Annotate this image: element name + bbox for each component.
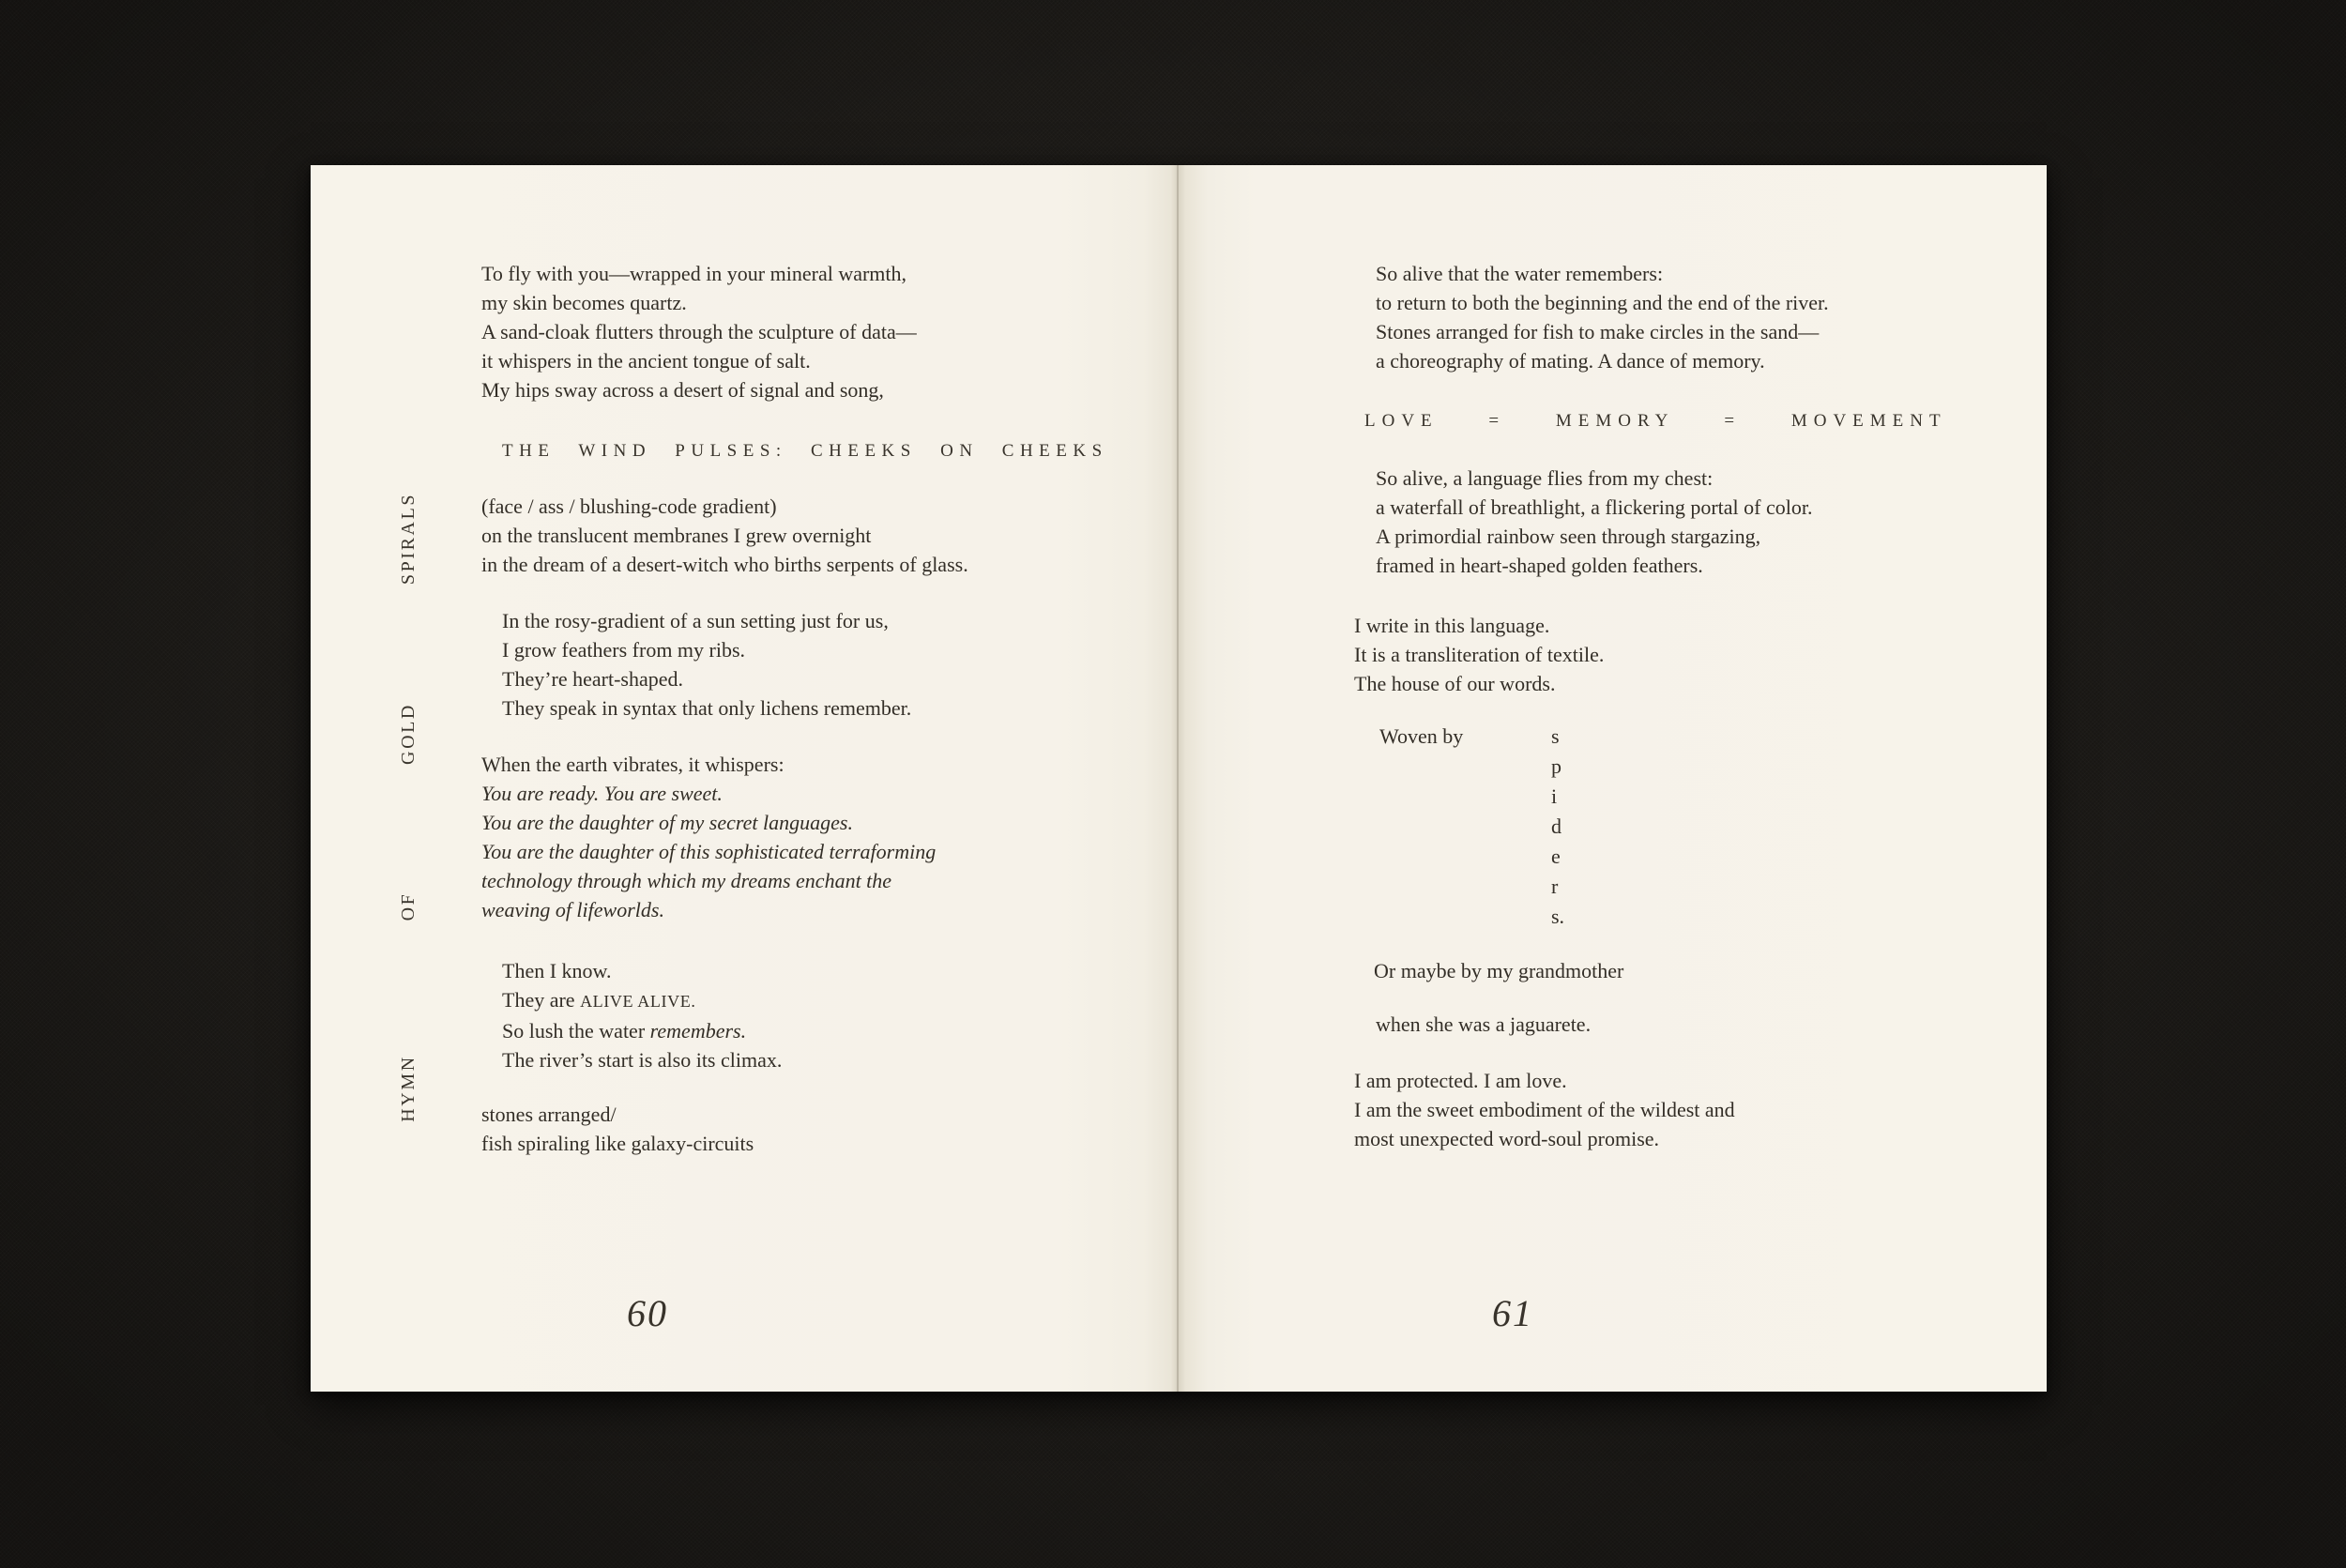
stanza-italic-lines [481,779,936,924]
poem-line: In the rosy-gradient of a sun setting just for us, [502,609,889,632]
poem-line [502,985,782,1016]
poem-heading: THE WIND PULSES: CHEEKS ON CHEEKS [502,441,1108,461]
poem-line: To fly with you—wrapped in your mineral warmth, [481,262,907,285]
line-text: So lush the water [502,1019,650,1043]
line-text: They are [502,988,581,1012]
poem-line: i [1551,784,1558,808]
poem-line: A sand-cloak flutters through the sculpture of data— [481,320,917,343]
poem-line: You are the daughter of this sophisticated terraforming [481,840,937,863]
poem-line: The river’s start is also its climax. [502,1048,783,1072]
stanza [481,750,936,924]
poem-line: when she was a jaguarete. [1376,1012,1592,1036]
poem-line: s [1551,724,1560,748]
poem-line: You are ready. You are sweet. [481,782,723,805]
poem-line: in the dream of a desert-witch who births serpents of glass. [481,553,968,576]
poem-line: technology through which my dreams enchant the [481,869,892,892]
poem-line: s. [1551,905,1565,928]
poem-line: to return to both the beginning and the end of the river. [1376,291,1829,314]
small-caps-text: ALIVE ALIVE. [580,992,696,1011]
poem-line: a waterfall of breathlight, a flickering portal of color. [1376,495,1813,519]
italic-text: remembers. [649,1019,747,1043]
poem-line: framed in heart-shaped golden feathers. [1376,554,1703,577]
poem-line: e [1551,845,1561,868]
poem-line: Then I know. [502,959,612,982]
stanza [481,1100,754,1158]
page-left [311,165,1178,1392]
page-right [1178,165,2047,1392]
poem-line: I grow feathers from my ribs. [502,638,746,662]
poem-line: They speak in syntax that only lichens remember. [502,696,912,720]
margin-title-word: HYMN [398,1055,419,1122]
poem-line: (face / ass / blushing-code gradient) [481,495,777,518]
poem-line: When the earth vibrates, it whispers: [481,753,785,776]
vertical-word-spiders [1551,722,1564,932]
poem-line [502,1016,782,1045]
poem-line: most unexpected word-soul promise. [1354,1127,1660,1150]
poem-line: weaving of lifeworlds. [481,898,664,921]
stanza [1376,259,1829,375]
poem-line: A primordial rainbow seen through stargazing, [1376,525,1761,548]
poem-line: I am the sweet embodiment of the wildest and [1354,1098,1735,1121]
poem-line: I write in this language. [1354,614,1550,637]
stanza [481,492,968,579]
poem-line: It is a transliteration of textile. [1354,643,1605,666]
page-number-right: 61 [1492,1292,1533,1334]
poem-line: a choreography of mating. A dance of memory. [1376,349,1765,373]
margin-title-word: GOLD [398,703,419,765]
poem-line: My hips sway across a desert of signal and song, [481,378,884,402]
woven-by-label: Woven by [1379,724,1464,748]
poem-line: my skin becomes quartz. [481,291,687,314]
stanza [1354,1066,1735,1153]
poem-line: I am protected. I am love. [1354,1069,1567,1092]
poem-line: They’re heart-shaped. [502,667,684,691]
poem-line: r [1551,875,1559,898]
poem-line: it whispers in the ancient tongue of salt. [481,349,811,373]
book-gutter [1177,165,1179,1392]
stanza [1376,464,1812,580]
poem-line: The house of our words. [1354,672,1556,695]
poem-line: p [1551,754,1561,778]
stanza [502,956,782,1074]
poem-line: d [1551,814,1561,838]
stanza [481,259,917,404]
page-number-left: 60 [627,1292,668,1334]
poem-line: You are the daughter of my secret languages. [481,811,853,834]
poem-line: So alive, a language flies from my chest: [1376,466,1714,490]
poem-line: fish spiraling like galaxy-circuits [481,1132,754,1155]
poem-line: stones arranged/ [481,1103,617,1126]
poem-heading: LOVE = MEMORY = MOVEMENT [1364,411,1947,431]
poem-line: Or maybe by my grandmother [1374,959,1624,982]
margin-title-word: OF [398,891,419,921]
stanza [502,606,911,723]
book-spread [311,165,2047,1392]
poem-line: So alive that the water remembers: [1376,262,1664,285]
poem-line: Stones arranged for fish to make circles in the sand— [1376,320,1820,343]
poem-line: on the translucent membranes I grew overnight [481,524,872,547]
stanza [1354,611,1604,698]
margin-title-word: SPIRALS [398,492,419,586]
